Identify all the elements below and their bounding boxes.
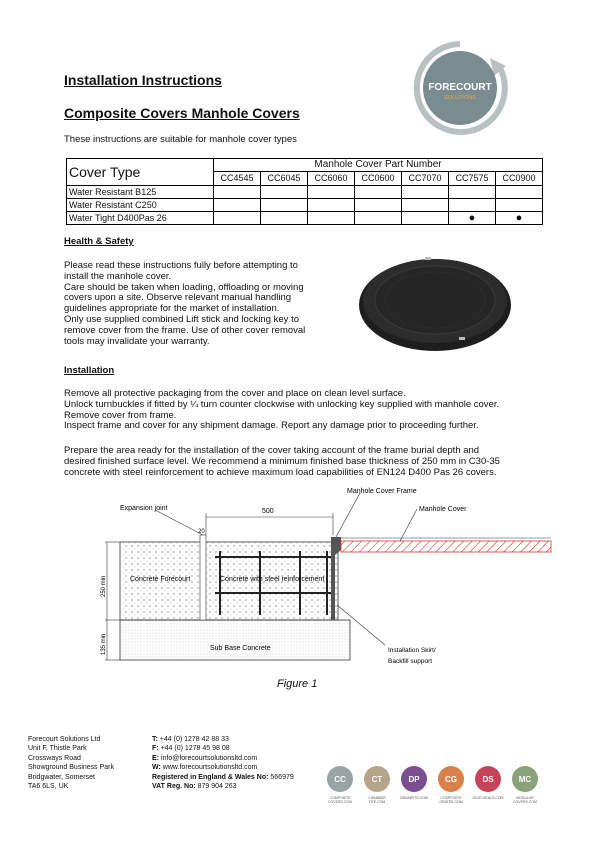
text-line: Unlock turnbuckles if fitted by ¼ turn counter clockwise with unlocking key supplied with manhole cover. xyxy=(64,398,500,410)
address-line: Crossways Road xyxy=(28,754,81,762)
cover-type-cell: Water Resistant C250 xyxy=(67,199,214,212)
mark-cell xyxy=(308,212,355,225)
part-code: CC4545 xyxy=(214,171,261,185)
page-subtitle: Composite Covers Manhole Covers xyxy=(64,105,300,121)
part-code: CC0900 xyxy=(496,171,543,185)
label-concrete-steel: Concrete with steel reinforcement xyxy=(220,576,325,583)
address-line: Bridgwater, Somerset xyxy=(28,773,95,781)
text-line: desired finished surface level. We recommend a minimum finished base thickness of 250 mm in C30-35 xyxy=(64,455,500,467)
mark-cell xyxy=(449,199,496,212)
mark-cell: ● xyxy=(449,212,496,225)
mark-cell xyxy=(261,186,308,199)
mark-cell xyxy=(308,186,355,199)
text-line: Please read these instructions fully before attempting to xyxy=(64,260,298,271)
part-code: CC0600 xyxy=(355,171,402,185)
cover-type-cell: Water Resistant B125 xyxy=(67,186,214,199)
address-line: Forecourt Solutions Ltd xyxy=(28,736,101,743)
label-expansion-joint: Expansion joint xyxy=(120,505,168,512)
installation-heading: Installation xyxy=(64,365,115,376)
text-line: Prepare the area ready for the installation of the cover taking account of the frame burial depth and xyxy=(64,445,480,456)
contact-value: +44 (0) 1278 42 88 33 xyxy=(159,736,229,743)
part-code: CC7070 xyxy=(402,171,449,185)
text-line: remove cover from the frame. Use of other cover removal xyxy=(64,324,306,336)
badge-caption: CHAMBER TITE.COM xyxy=(368,796,386,804)
mark-cell xyxy=(496,186,543,199)
mark-cell xyxy=(261,199,308,212)
installation-diagram xyxy=(95,485,555,680)
cover-type-cell: Water Tight D400Pas 26 xyxy=(67,212,214,225)
text-line: Only use supplied combined Lift stick and locking key to xyxy=(64,313,299,325)
badge-caption: COMPOSITE GRATES.COM xyxy=(439,796,463,804)
label-dim-20: 20 xyxy=(198,529,205,535)
mark-cell xyxy=(402,186,449,199)
page-title: Installation Instructions xyxy=(64,72,222,88)
part-code: CC6060 xyxy=(308,171,355,185)
contact-value: 879 904 263 xyxy=(197,783,237,791)
mark-cell xyxy=(214,212,261,225)
contact-value: +44 (0) 1278 45 98 08 xyxy=(160,745,230,753)
text-line: install the manhole cover. xyxy=(64,270,172,282)
modular-covers-badge: MC xyxy=(512,766,538,792)
logo-line2: SOLUTIONS xyxy=(444,95,476,101)
badge-caption: DRAINPITS.COM xyxy=(400,796,428,800)
text-line: guidelines appropriate for the market of installation. xyxy=(64,303,280,315)
mark-cell xyxy=(355,186,402,199)
text-line: Inspect frame and cover for any shipment damage. Report any damage prior to proceeding further. xyxy=(64,420,479,432)
mark-cell: ● xyxy=(496,212,543,225)
address-line: Unit F, Thistle Park xyxy=(28,745,87,753)
part-code: CC7575 xyxy=(449,171,496,185)
part-code: CC6045 xyxy=(261,171,308,185)
contact-key: F: xyxy=(152,745,159,753)
address-line: TA6 6LS, UK xyxy=(28,783,69,791)
health-safety-text xyxy=(64,261,344,347)
contact-key: W: xyxy=(152,764,161,772)
cover-type-table xyxy=(66,158,543,225)
intro-text: These instructions are suitable for manhole cover types xyxy=(64,134,297,145)
installation-text-2 xyxy=(64,446,544,478)
text-line: tools may invalidate your warranty. xyxy=(64,335,210,347)
label-manhole-cover: Manhole Cover xyxy=(419,506,467,513)
text-line: Care should be taken when loading, offloading or moving xyxy=(64,281,304,293)
footer-contact xyxy=(152,735,294,791)
contact-key: Registered in England & Wales No: xyxy=(152,773,269,781)
address-line: Showground Business Park xyxy=(28,764,114,772)
part-number-header: Manhole Cover Part Number xyxy=(214,159,543,172)
mark-cell xyxy=(496,199,543,212)
mark-cell xyxy=(214,186,261,199)
table-row xyxy=(67,212,543,225)
mark-cell xyxy=(214,199,261,212)
mark-cell xyxy=(261,212,308,225)
label-concrete-forecourt: Concrete Forecourt xyxy=(130,576,191,583)
chamber-tite-badge: CT xyxy=(364,766,390,792)
composite-covers-badge: CC xyxy=(327,766,353,792)
table-row xyxy=(67,186,543,199)
label-skirt-1: Installation Skirt/ xyxy=(388,647,436,654)
contact-value: 566979 xyxy=(270,773,294,781)
footer-address xyxy=(28,735,114,791)
dust-seals-badge: DS xyxy=(475,766,501,792)
label-skirt-2: Backfill support xyxy=(388,658,433,665)
text-line: covers upon a site. Observe relevant manual handling xyxy=(64,292,292,304)
cover-type-header: Cover Type xyxy=(67,159,214,186)
text-line: Remove all protective packaging from the cover and place on clean level surface. xyxy=(64,388,406,399)
composite-grates-badge: CG xyxy=(438,766,464,792)
installation-text xyxy=(64,389,544,432)
drainpits-badge: DP xyxy=(401,766,427,792)
mark-cell xyxy=(355,212,402,225)
contact-key: T: xyxy=(152,736,158,743)
label-sub-base: Sub Base Concrete xyxy=(210,645,271,652)
logo-line1: FORECOURT xyxy=(428,82,492,93)
contact-key: E: xyxy=(152,754,159,762)
text-line: Remove cover from frame. xyxy=(64,409,177,421)
mark-cell xyxy=(308,199,355,212)
badge-caption: COMPOSITE COVERS.COM xyxy=(328,796,352,804)
manhole-cover-image xyxy=(355,245,515,355)
label-dim-250: 250 min xyxy=(101,575,107,597)
mark-cell xyxy=(449,186,496,199)
table-row xyxy=(67,199,543,212)
mark-cell xyxy=(402,212,449,225)
text-line: concrete with steel reinforcement to achieve maximum load capabilities of EN124 D400 Pas 26 covers. xyxy=(64,466,497,478)
mark-cell xyxy=(355,199,402,212)
figure-caption: Figure 1 xyxy=(277,678,318,690)
label-dim-135: 135 min xyxy=(101,633,107,655)
contact-key: VAT Reg. No: xyxy=(152,783,196,791)
health-safety-heading: Health & Safety xyxy=(64,236,134,247)
label-dim-500: 500 xyxy=(262,508,274,515)
mark-cell xyxy=(402,199,449,212)
badge-caption: MODULAR COVERS.COM xyxy=(513,796,537,804)
forecourt-solutions-logo xyxy=(410,38,510,138)
label-manhole-frame: Manhole Cover Frame xyxy=(347,488,417,495)
contact-value: info@forecourtsolutionsltd.com xyxy=(160,754,258,762)
contact-value: www.forecourtsolutionsltd.com xyxy=(162,764,258,772)
badge-caption: DUST-SEALS.COM xyxy=(472,796,504,800)
